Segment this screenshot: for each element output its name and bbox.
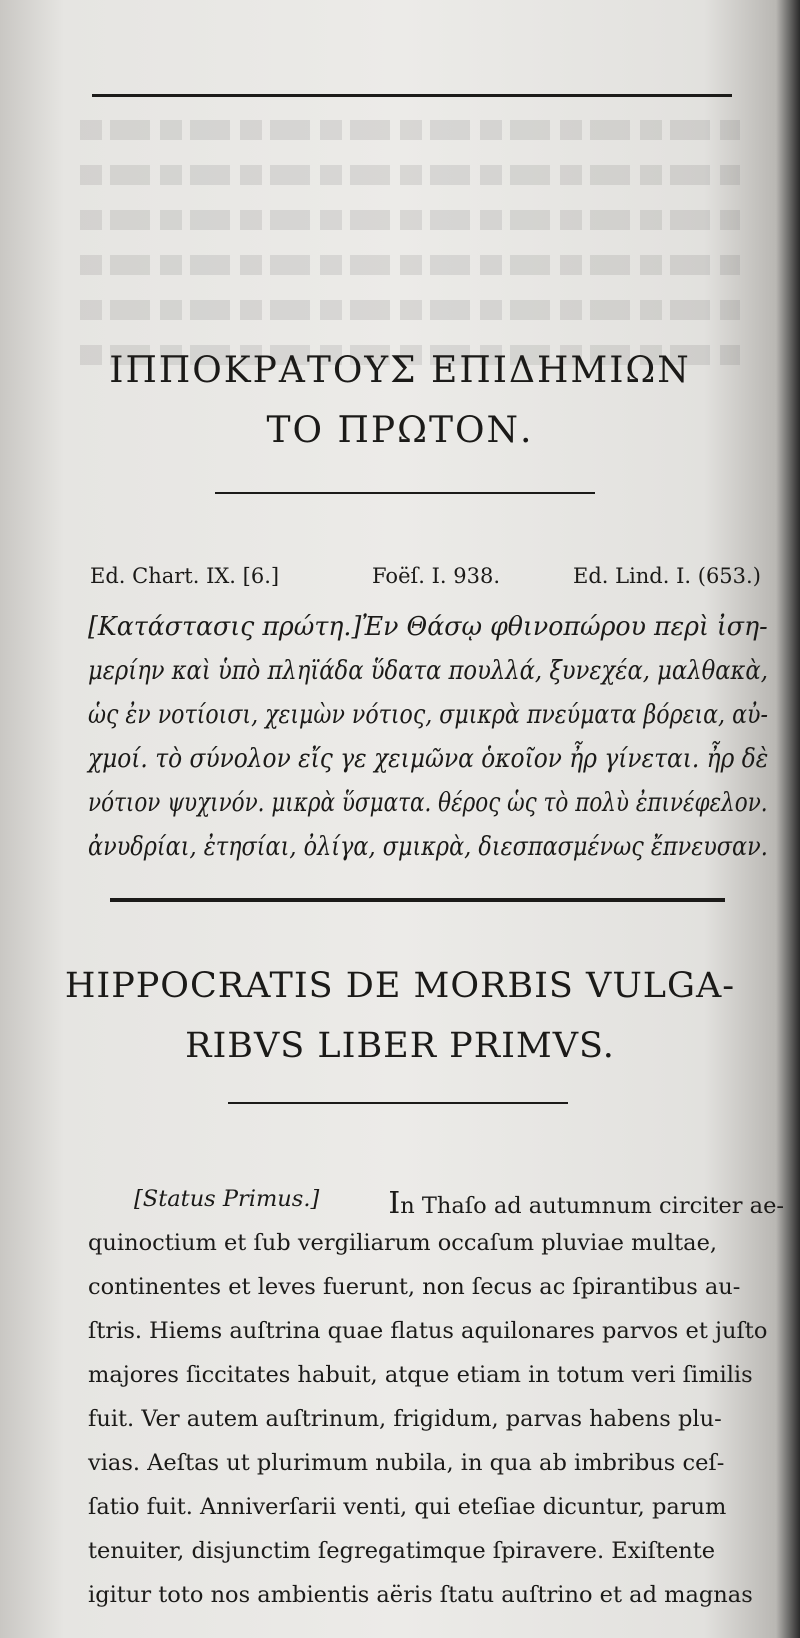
ref-chartier: Ed. Chart. IX. [6.] [90,564,280,588]
greek-line-5: νότιον ψυχινόν. μικρὰ ὕσματα. θέρος ὡς τὸ πολὺ ἐπινέφελον. [88,788,768,818]
latin-line-2: quinoctium et ſub vergiliarum occaſum pluviae multae, [88,1230,718,1256]
latin-line-1-text: n Thaſo ad autumnum circiter ae- [400,1193,784,1219]
latin-line-1 [134,1186,784,1221]
greek-title-line-2: ΤΟ ΠΡΩΤΟΝ. [266,410,534,451]
ref-linden: Ed. Lind. I. (653.) [573,564,761,588]
latin-line-4: ſtris. Hiems auſtrina quae flatus aquilonares parvos et juſto [88,1318,768,1344]
latin-line-9: tenuiter, disjunctim ſegregatimque ſpiravere. Exiſtente [88,1538,716,1564]
latin-line-1-body [388,1186,784,1221]
greek-title-rule [215,492,595,494]
ref-foesius: Foëſ. I. 938. [372,564,501,588]
latin-status-label: [Status Primus.] [134,1186,320,1212]
greek-status-label: [Κατάστασις πρώτη.] [88,612,362,642]
greek-title-line-1: ΙΠΠΟΚΡΑΤΟΥΣ ΕΠΙΔΗΜΙΩΝ [109,350,691,391]
drop-cap: I [388,1186,401,1221]
greek-line-2: μερίην καὶ ὑπὸ πληϊάδα ὕδατα πουλλά, ξυνεχέα, μαλθακὰ, [88,656,768,686]
section-divider [110,898,725,902]
greek-line-1 [88,612,768,642]
latin-line-10: igitur toto nos ambientis aëris ſtatu auſtrino et ad magnas [88,1582,753,1608]
latin-line-7: vias. Aeſtas ut plurimum nubila, in qua ab imbribus ceſ- [88,1450,725,1476]
latin-title-line-2: RIBVS LIBER PRIMVS. [185,1026,615,1066]
latin-line-6: fuit. Ver autem auſtrinum, frigidum, parvas habens plu- [88,1406,722,1432]
greek-line-6: ἀνυδρίαι, ἐτησίαι, ὀλίγα, σμικρὰ, διεσπασμένως ἔπνευσαν. [88,832,768,862]
latin-title-rule [228,1102,568,1104]
greek-line-1-text: Ἐν Θάσῳ φθινοπώρου περὶ ἰση- [361,612,768,642]
latin-line-3: continentes et leves fuerunt, non ſecus ac ſpirantibus au- [88,1274,741,1300]
greek-line-4: χμοί. τὸ σύνολον εἴς γε χειμῶνα ὁκοῖον ἦρ γίνεται. ἦρ δὲ [88,744,769,774]
edition-references [90,564,770,604]
greek-line-3: ὡς ἐν νοτίοισι, χειμὼν νότιος, σμικρὰ πνεύματα βόρεια, αὐ- [88,700,768,730]
top-rule [92,94,732,97]
latin-line-8: ſatio fuit. Anniverſarii venti, qui eteſiae dicuntur, parum [88,1494,727,1520]
latin-line-5: majores ſiccitates habuit, atque etiam in totum veri ſimilis [88,1362,753,1388]
latin-title-line-1: HIPPOCRATIS DE MORBIS VULGA- [64,966,736,1006]
